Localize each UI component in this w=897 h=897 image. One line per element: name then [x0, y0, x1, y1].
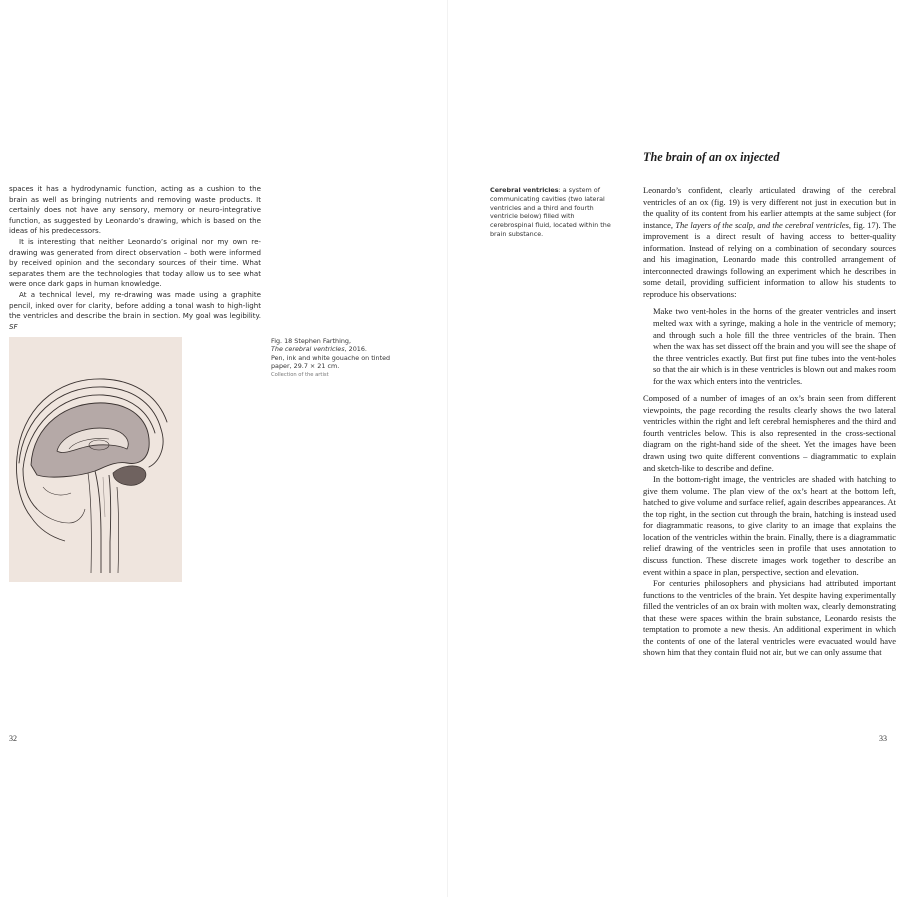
caption-collection: Collection of the artist	[271, 371, 329, 378]
section-heading: The brain of an ox injected	[643, 150, 780, 164]
figure-caption	[271, 337, 401, 379]
brain-cross-section-drawing-icon	[9, 337, 182, 582]
paragraph-text: Leonardo’s confident, clearly articulated drawing of the cerebral ventricles of an ox (fig. 19) is very different not just in execution but in the quality of its content from his earlier attempts at the same subject (for instance,	[643, 185, 896, 230]
paragraph: spaces it has a hydrodynamic function, acting as a cushion to the brain as well as bringing nutrients and removing waste products. It certainly does not have any sensory, memory or neuro-integrative function, as suggested by Leonardo’s drawing, which is based on the ideas of his predecessors.	[9, 184, 261, 236]
page-number-left: 32	[9, 734, 17, 743]
page-number-right: 33	[879, 734, 887, 743]
figure-brain-drawing	[9, 337, 182, 582]
left-body-text	[9, 184, 261, 332]
glossary-sidenote	[490, 186, 615, 239]
referenced-title: The layers of the scalp, and the cerebral ventricles	[675, 219, 849, 230]
paragraph-text: , fig. 17). The improvement is a direct result of having access to better-quality information. Instead of relying on a combination of secondary sources and his imagination, Leonardo made this controlled arrangement of interconnected drawings following an experiment which he describes in some detail, providing sufficient information to allow his students to reproduce his observations:	[643, 219, 896, 299]
paragraph: For centuries philosophers and physicians had attributed important functions to the ventricles of the brain. Yet despite having experimentally filled the ventricles of an ox brain with molten wax, clearly demonstrating that these were spaces within the brain substance, Leonardo resists the temptation to promote a new thesis. An additional experiment in which the contents of one of the lateral ventricles were evacuated would have shown him that they contain fluid not air, but we can only assume that	[643, 578, 896, 658]
right-page	[448, 0, 897, 897]
left-page	[0, 0, 448, 897]
block-quote: Make two vent-holes in the horns of the greater ventricles and insert melted wax with a syringe, making a hole in the ventricle of memory; and through such a hole fill the three ventricles of the brain. Then when the wax has set dissect off the brain and you will see the shape of the three ventricles exactly. But first put fine tubes into the vent-holes so that the air which is in these ventricles is blown out and makes room for the wax which enters into the ventricles.	[653, 306, 896, 386]
paragraph-text: At a technical level, my re-drawing was made using a graphite pencil, inked over for clarity, before adding a tonal wash to high-light the ventricles and describe the brain in section. My goal was legibility.	[9, 289, 261, 321]
paragraph	[643, 185, 896, 300]
paragraph: In the bottom-right image, the ventricles are shaded with hatching to give them volume. The plan view of the ox’s heart at the bottom left, hatched to give volume and surface relief, again describes appearances. At the top right, in the section cut through the brain, hatching is instead used for diagrammatic reasons, to give clarity to an image that explains the location of the ventricles within the brain. Finally, there is a diagrammatic relief drawing of the ventricles seen in profile that uses annotation to discuss function. These discrete images work together to describe an event within a space in plan, perspective, section and elevation.	[643, 474, 896, 577]
right-body-text	[643, 185, 896, 659]
caption-title: The cerebral ventricles	[271, 345, 345, 354]
author-initials: SF	[9, 321, 18, 331]
caption-credit: Fig. 18 Stephen Farthing,	[271, 337, 351, 345]
paragraph: Composed of a number of images of an ox’s brain seen from different viewpoints, the page recording the results clearly shows the two lateral ventricles within the right and left cerebral hemispheres and the third and fourth ventricles below. This is also represented in the cross-sectional diagram on the right-hand side of the sheet. Yet the images have been drawn using two quite different conventions – diagrammatic to explain and sketch-like to describe and define.	[643, 393, 896, 473]
glossary-term: Cerebral ventricles	[490, 186, 559, 194]
paragraph: It is interesting that neither Leonardo’s original nor my own re-drawing was generated from direct observation – both were informed by received opinion and the secondary sources of their time. What separates them are the technologies that today allow us to see what were once dark gaps in human knowledge.	[9, 236, 261, 289]
caption-medium: Pen, ink and white gouache on tinted paper, 29.7 × 21 cm.	[271, 353, 391, 371]
caption-year: , 2016.	[344, 345, 367, 354]
glossary-definition: : a system of communicating cavities (two lateral ventricles and a third and fourth ventricle below) filled with cerebrospinal fluid, located within the brain substance.	[490, 186, 611, 238]
paragraph	[9, 290, 261, 332]
caption-title-line	[271, 345, 401, 353]
